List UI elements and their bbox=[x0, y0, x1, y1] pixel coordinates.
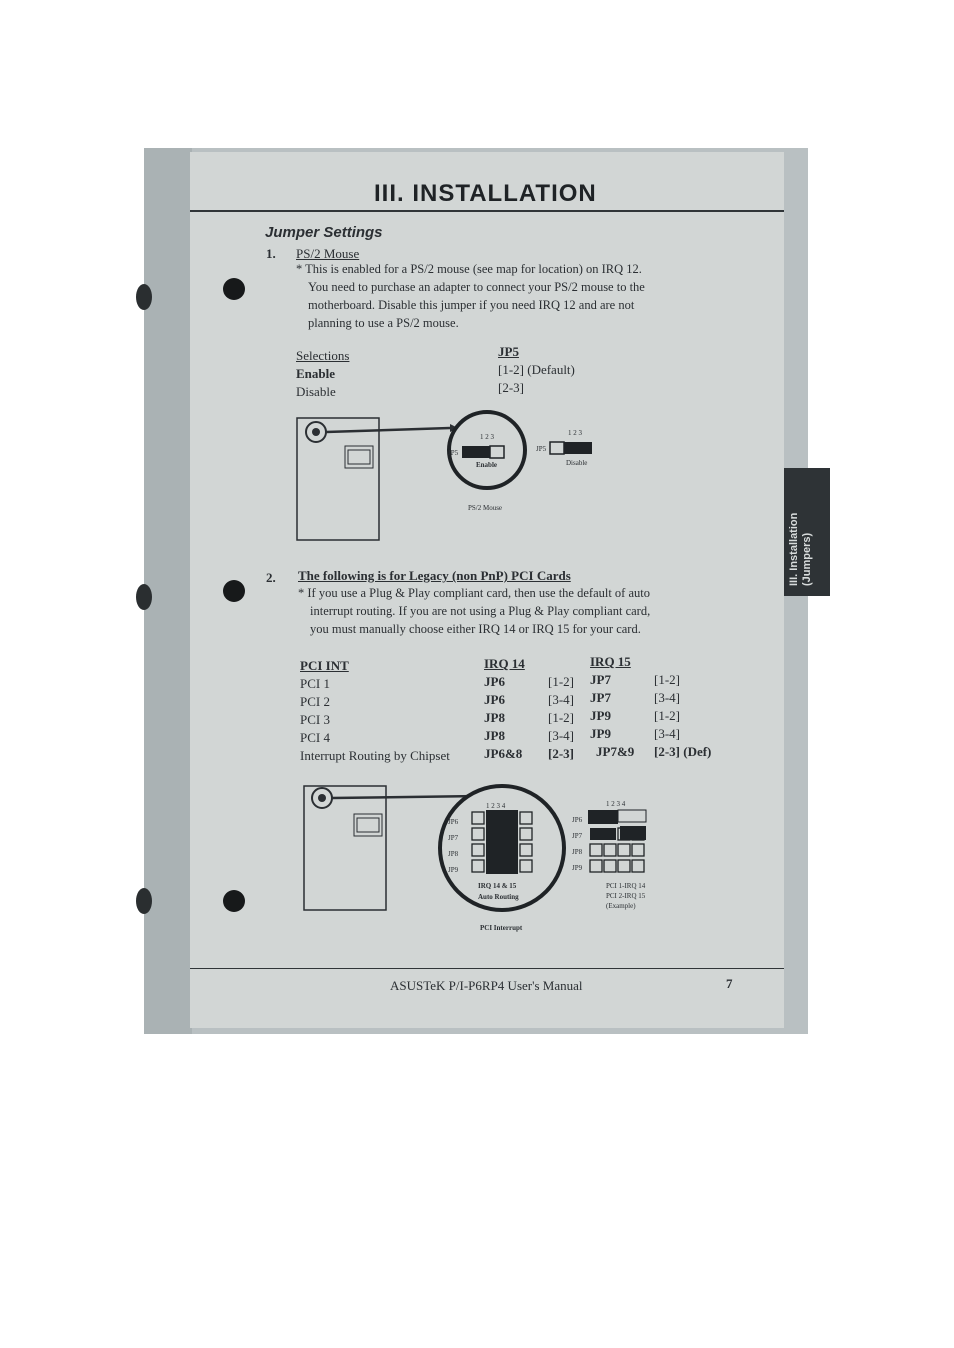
table-cell: JP7 bbox=[590, 690, 611, 705]
item-text-line: you must manually choose either IRQ 14 or IRQ 15 for your card. bbox=[310, 622, 641, 636]
item-heading: PS/2 Mouse bbox=[296, 246, 360, 261]
side-tab bbox=[784, 468, 830, 596]
binder-hole bbox=[223, 278, 245, 300]
photo-frame bbox=[144, 148, 813, 1034]
table-cell: [1-2] bbox=[654, 672, 680, 687]
disable-label: Disable bbox=[566, 459, 588, 467]
binder-hole bbox=[223, 890, 245, 912]
side-tab-label bbox=[788, 513, 814, 586]
item-text-line: * This is enabled for a PS/2 mouse (see map for location) on IRQ 12. bbox=[296, 262, 642, 276]
title-rule bbox=[190, 210, 784, 212]
item-text-line: planning to use a PS/2 mouse. bbox=[308, 316, 459, 330]
table-cell: Enable bbox=[296, 366, 336, 381]
table-cell: JP6 bbox=[484, 674, 505, 689]
item-text-line: motherboard. Disable this jumper if you need IRQ 12 and are not bbox=[308, 298, 635, 312]
table-cell: PCI 2 bbox=[300, 694, 330, 709]
jumper-label: JP5 bbox=[448, 449, 459, 457]
jumper-label: JP6 bbox=[448, 818, 459, 826]
footer-manual-title: ASUSTeK P/I-P6RP4 User's Manual bbox=[390, 978, 583, 993]
table-cell: [3-4] bbox=[654, 690, 680, 705]
table-cell: JP9 bbox=[590, 726, 611, 741]
table-header: IRQ 14 bbox=[484, 656, 525, 671]
table-cell: JP6&8 bbox=[484, 746, 523, 761]
table-cell: Interrupt Routing by Chipset bbox=[300, 748, 450, 763]
auto-routing-label: Auto Routing bbox=[478, 893, 519, 901]
table-cell: [1-2] bbox=[548, 674, 574, 689]
table-cell: JP7&9 bbox=[596, 744, 635, 759]
side-tab-line: (Jumpers) bbox=[801, 532, 813, 586]
jumper-label: JP9 bbox=[572, 864, 583, 872]
table-header: Selections bbox=[296, 348, 350, 363]
page-number: 7 bbox=[726, 976, 733, 991]
table-cell: [1-2] bbox=[548, 710, 574, 725]
jumper-label: JP8 bbox=[448, 850, 459, 858]
table-cell: [3-4] bbox=[548, 692, 574, 707]
table-header: JP5 bbox=[498, 344, 519, 359]
table-cell: PCI 1 bbox=[300, 676, 330, 691]
table-cell: [1-2] bbox=[654, 708, 680, 723]
example-label: PCI 1-IRQ 14 bbox=[606, 882, 646, 890]
table-cell: JP7 bbox=[590, 672, 611, 687]
diagram-caption: PCI Interrupt bbox=[480, 924, 523, 932]
jumper-label: JP8 bbox=[572, 848, 583, 856]
jumper-label: JP7 bbox=[448, 834, 459, 842]
table-cell: [2-3] (Def) bbox=[654, 744, 712, 759]
table-cell: [3-4] bbox=[654, 726, 680, 741]
table-cell: PCI 3 bbox=[300, 712, 330, 727]
page-title: III. INSTALLATION bbox=[374, 180, 597, 207]
example-label: PCI 2-IRQ 15 bbox=[606, 892, 646, 900]
jumper-label: JP6 bbox=[572, 816, 583, 824]
table-cell: Disable bbox=[296, 384, 336, 399]
table-cell: JP9 bbox=[590, 708, 611, 723]
example-label: (Example) bbox=[606, 902, 636, 910]
jumper-label: JP5 bbox=[536, 445, 547, 453]
item-text-line: interrupt routing. If you are not using a Plug & Play compliant card, bbox=[310, 604, 651, 618]
section-title: Jumper Settings bbox=[265, 224, 383, 241]
item-number: 1. bbox=[266, 246, 276, 261]
jumper-label: JP9 bbox=[448, 866, 459, 874]
table-cell: PCI 4 bbox=[300, 730, 330, 745]
pin-numbers: 1 2 3 bbox=[480, 433, 494, 441]
binder-hole bbox=[223, 580, 245, 602]
table-cell: [2-3] bbox=[548, 746, 574, 761]
side-tab-line: III. Installation bbox=[788, 512, 800, 586]
table-cell: [2-3] bbox=[498, 380, 524, 395]
table-header: PCI INT bbox=[300, 658, 349, 673]
jumper-label: JP7 bbox=[572, 832, 583, 840]
table-cell: JP6 bbox=[484, 692, 505, 707]
manual-page bbox=[190, 152, 813, 1028]
table-cell: [3-4] bbox=[548, 728, 574, 743]
pin-numbers: 1 2 3 bbox=[568, 429, 582, 437]
item-heading: The following is for Legacy (non PnP) PCI Cards bbox=[298, 568, 571, 583]
table-cell: JP8 bbox=[484, 728, 505, 743]
pin-numbers: 1 2 3 4 bbox=[486, 802, 506, 810]
table-cell: JP8 bbox=[484, 710, 505, 725]
table-header: IRQ 15 bbox=[590, 654, 631, 669]
item-text-line: * If you use a Plug & Play compliant card, then use the default of auto bbox=[298, 586, 650, 600]
item-text-line: You need to purchase an adapter to connect your PS/2 mouse to the bbox=[308, 280, 645, 294]
auto-routing-label: IRQ 14 & 15 bbox=[478, 882, 517, 890]
item-number: 2. bbox=[266, 570, 276, 585]
pin-numbers: 1 2 3 4 bbox=[606, 800, 626, 808]
diagram-caption: PS/2 Mouse bbox=[468, 504, 503, 512]
enable-label: Enable bbox=[476, 461, 498, 469]
table-cell: [1-2] (Default) bbox=[498, 362, 575, 377]
footer-rule bbox=[190, 968, 784, 969]
